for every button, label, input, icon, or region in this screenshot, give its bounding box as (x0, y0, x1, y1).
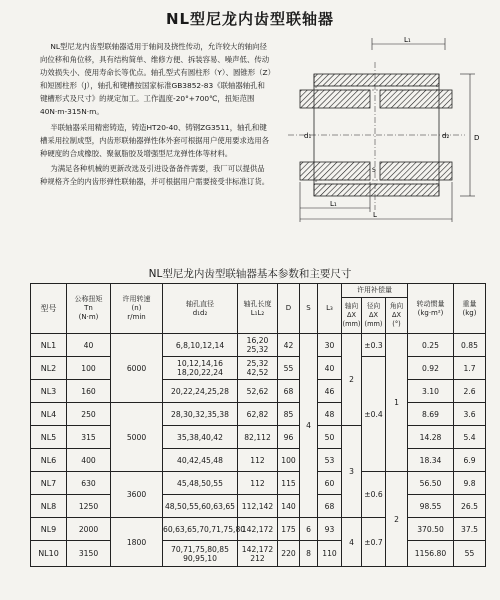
header-weight: 重量 (kg) (454, 284, 486, 334)
description-paragraph-1: NL型尼龙内齿型联轴器适用于轴间及挠性传动，允许较大的轴向径向位移和角位移，具有结构简单、维修方便、拆装容易、噪声低、传动功效损失小、使用寿命长等优点。轴孔型式有圆柱形（Y）、圆锥形（Z）和短圆柱形（J），轴孔和键槽按国家标准GB3852-83《联轴器轴孔和键槽形式及尺寸》的规定加工。工作温度-20°+700℃，扭矩范围40N·m-315N·m。 (40, 42, 272, 117)
cell-length: 112 (238, 472, 278, 495)
cell-d: 115 (278, 472, 300, 495)
cell-d: 175 (278, 518, 300, 541)
header-inertia: 转动惯量 (kg·m²) (408, 284, 454, 334)
cell-d: 220 (278, 541, 300, 567)
cell-radial: ±0.7 (362, 518, 386, 567)
cell-d: 100 (278, 449, 300, 472)
cell-l: 60 (318, 472, 342, 495)
cell-axial: 4 (342, 518, 362, 567)
cell-length: 16,20 25,32 (238, 334, 278, 357)
cell-l: 30 (318, 334, 342, 357)
description (40, 40, 272, 190)
cell-torque: 400 (67, 449, 111, 472)
header-s: S (300, 284, 318, 334)
cell-angular: 1 (386, 334, 408, 472)
table-row (31, 518, 486, 541)
cell-l: 68 (318, 495, 342, 518)
cell-radial: ±0.3 (362, 334, 386, 357)
cell-torque: 315 (67, 426, 111, 449)
cell-axial: 3 (342, 426, 362, 518)
description-paragraph-2: 半联轴器采用精密铸造，铸造HT20-40、铸钢ZG3511，轴孔和键槽采用拉制成型，内齿形联轴器弹性体外套可根据用户使用要求选用各种硬度的合成橡胶、聚氨脂胶及增强型尼龙弹性体等材料。 (40, 122, 270, 158)
cell-l: 110 (318, 541, 342, 567)
cell-d: 140 (278, 495, 300, 518)
cell-weight: 0.85 (454, 334, 486, 357)
cell-bore: 6,8,10,12,14 (163, 334, 238, 357)
cell-speed: 6000 (111, 334, 163, 403)
cell-weight: 6.9 (454, 449, 486, 472)
parameter-table (30, 283, 486, 567)
table-row (31, 449, 486, 472)
header-l: L₃ (318, 284, 342, 334)
coupling-drawing (280, 32, 490, 232)
cell-bore: 10,12,14,16 18,20,22,24 (163, 357, 238, 380)
page-title: NL型尼龙内齿型联轴器 (165, 10, 335, 28)
cell-d: 68 (278, 380, 300, 403)
cell-weight: 3.6 (454, 403, 486, 426)
table-row (31, 495, 486, 518)
table-row (31, 380, 486, 403)
cell-bore: 20,22,24,25,28 (163, 380, 238, 403)
cell-length: 82,112 (238, 426, 278, 449)
cell-d: 55 (278, 357, 300, 380)
cell-torque: 1250 (67, 495, 111, 518)
cell-model: NL4 (31, 403, 67, 426)
header-radial: 径向 ΔX (mm) (362, 298, 386, 334)
cell-model: NL1 (31, 334, 67, 357)
cell-length: 52,62 (238, 380, 278, 403)
cell-weight: 5.4 (454, 426, 486, 449)
cell-inertia: 1156.80 (408, 541, 454, 567)
header-model: 型号 (31, 284, 67, 334)
cell-s: 8 (300, 541, 318, 567)
cell-length: 25,32 42,52 (238, 357, 278, 380)
cell-weight: 26.5 (454, 495, 486, 518)
cell-l: 48 (318, 403, 342, 426)
cell-weight: 2.6 (454, 380, 486, 403)
cell-inertia: 14.28 (408, 426, 454, 449)
table-row (31, 403, 486, 426)
cell-bore: 35,38,40,42 (163, 426, 238, 449)
cell-inertia: 18.34 (408, 449, 454, 472)
cell-bore: 28,30,32,35,38 (163, 403, 238, 426)
cell-torque: 160 (67, 380, 111, 403)
dimension-l1-bottom: L₁ (330, 200, 337, 208)
table-title: NL型尼龙内齿型联轴器基本参数和主要尺寸 (148, 268, 352, 280)
cell-torque: 630 (67, 472, 111, 495)
cell-torque: 40 (67, 334, 111, 357)
cell-inertia: 0.25 (408, 334, 454, 357)
header-compensation: 许用补偿量 (342, 284, 408, 298)
cell-angular: 2 (386, 472, 408, 567)
cell-l: 40 (318, 357, 342, 380)
cell-model: NL10 (31, 541, 67, 567)
dimension-l1-top: L₁ (404, 36, 411, 44)
table-row (31, 357, 486, 380)
header-length: 轴孔长度 L₁L₂ (238, 284, 278, 334)
dimension-l: L (373, 211, 377, 219)
header-torque: 公称扭矩 Tn (N·m) (67, 284, 111, 334)
cell-bore: 45,48,50,55 (163, 472, 238, 495)
dimension-d2: d₂ (442, 132, 450, 140)
header-speed: 许用转速 (n) r/min (111, 284, 163, 334)
cell-l: 53 (318, 449, 342, 472)
cell-d: 42 (278, 334, 300, 357)
dimension-s: S (372, 167, 376, 174)
cell-inertia: 8.69 (408, 403, 454, 426)
cell-inertia: 3.10 (408, 380, 454, 403)
cell-model: NL2 (31, 357, 67, 380)
cell-torque: 250 (67, 403, 111, 426)
cell-axial: 2 (342, 334, 362, 426)
cell-bore: 60,63,65,70,71,75,80 (163, 518, 238, 541)
cell-weight: 9.8 (454, 472, 486, 495)
cell-model: NL7 (31, 472, 67, 495)
cell-model: NL6 (31, 449, 67, 472)
cell-weight: 1.7 (454, 357, 486, 380)
header-bore: 轴孔直径 d₁d₂ (163, 284, 238, 334)
cell-model: NL3 (31, 380, 67, 403)
table-row (31, 541, 486, 567)
cell-length: 142,172 212 (238, 541, 278, 567)
cell-radial: ±0.6 (362, 472, 386, 518)
dimension-d: D (474, 134, 480, 142)
cell-d: 85 (278, 403, 300, 426)
cell-s: 4 (300, 334, 318, 518)
cell-length: 112 (238, 449, 278, 472)
cell-bore: 70,71,75,80,85 90,95,10 (163, 541, 238, 567)
cell-s: 6 (300, 518, 318, 541)
header-axial: 轴向 ΔX (mm) (342, 298, 362, 334)
cell-model: NL8 (31, 495, 67, 518)
cell-inertia: 370.50 (408, 518, 454, 541)
description-paragraph-3: 为满足各种机械的更新改选及引进设备备件需要，我厂可以提供品种规格齐全的内齿形弹性联轴器，并可根据用户需要接受非标准订货。 (40, 163, 270, 186)
dimension-d1: d₁ (304, 132, 312, 140)
table-row (31, 334, 486, 357)
cell-torque: 3150 (67, 541, 111, 567)
cell-weight: 55 (454, 541, 486, 567)
header-angular: 角向 ΔX (°) (386, 298, 408, 334)
cell-speed: 3600 (111, 472, 163, 518)
cell-model: NL9 (31, 518, 67, 541)
cell-length: 62,82 (238, 403, 278, 426)
cell-model: NL5 (31, 426, 67, 449)
cell-length: 112,142 (238, 495, 278, 518)
cell-inertia: 56.50 (408, 472, 454, 495)
cell-l: 46 (318, 380, 342, 403)
cell-torque: 2000 (67, 518, 111, 541)
cell-weight: 37.5 (454, 518, 486, 541)
cell-torque: 100 (67, 357, 111, 380)
cell-d: 96 (278, 426, 300, 449)
cell-bore: 48,50,55,60,63,65 (163, 495, 238, 518)
table-row (31, 472, 486, 495)
header-d: D (278, 284, 300, 334)
cell-inertia: 0.92 (408, 357, 454, 380)
table-row (31, 426, 486, 449)
cell-radial: ±0.4 (362, 357, 386, 472)
cell-inertia: 98.55 (408, 495, 454, 518)
cell-speed: 1800 (111, 518, 163, 567)
cell-l: 93 (318, 518, 342, 541)
cell-bore: 40,42,45,48 (163, 449, 238, 472)
cell-speed: 5000 (111, 403, 163, 472)
cell-l: 50 (318, 426, 342, 449)
cell-length: 142,172 (238, 518, 278, 541)
